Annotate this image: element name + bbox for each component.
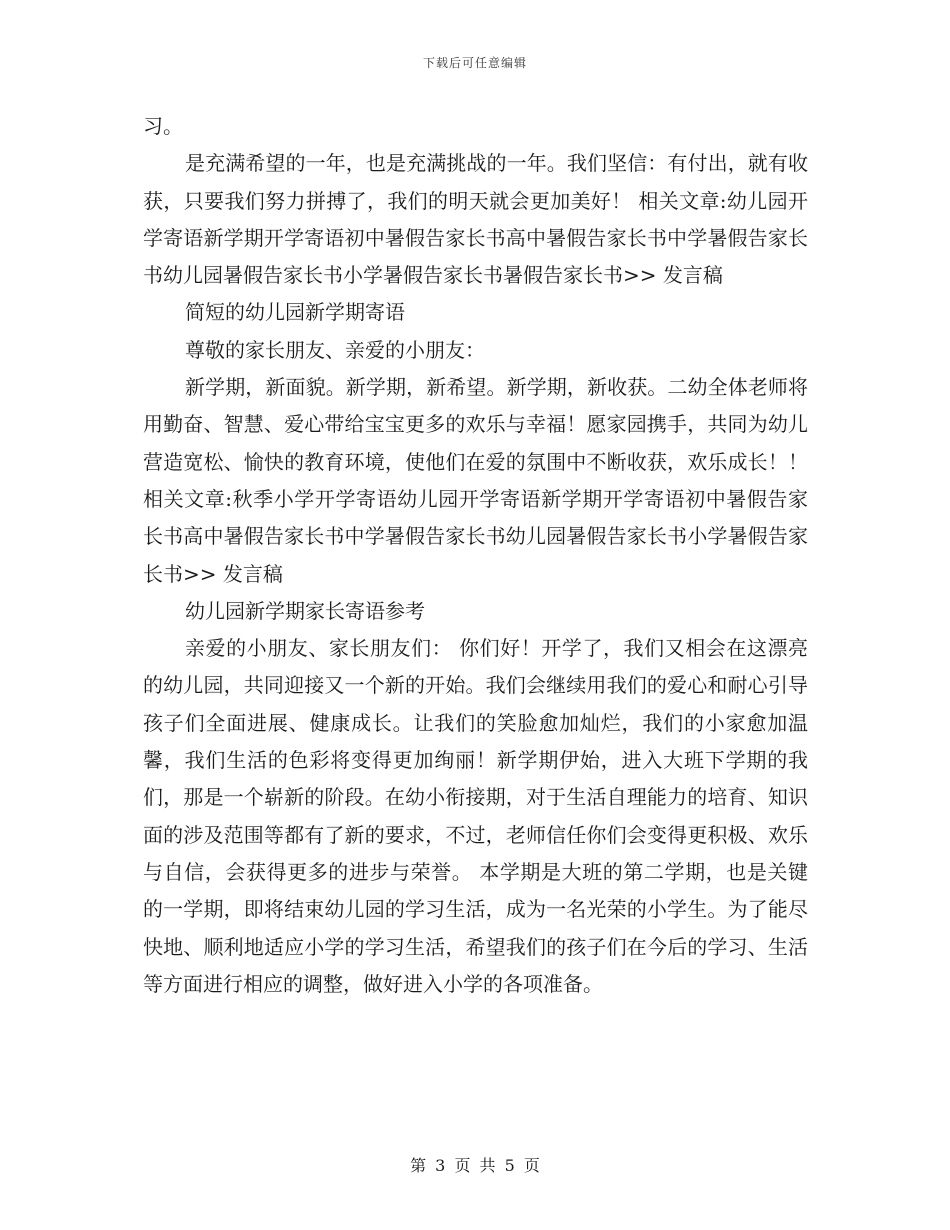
section-heading-brief-greeting: 简短的幼儿园新学期寄语: [185, 300, 405, 325]
paragraph-7: 亲爱的小朋友、家长朋友们： 你们好！开学了，我们又相会在这漂亮的幼儿园，共同迎接又一个新的开始。我们会继续用我们的爱心和耐心引导孩子们全面进展、健康成长。让我们的笑脸愈加灿烂，我们的小家愈加温馨，我们生活的色彩将变得更加绚丽！新学期伊始，进入大班下学期的我们，那是一个崭新的阶段。在幼小衔接期，对于生活自理能力的培育、知识面的涉及范围等都有了新的要求，不过，老师信任你们会变得更积极、欢乐与自信，会获得更多的进步与荣誉。 本学期是大班的第二学期，也是关键的一学期，即将结束幼儿园的学习生活，成为一名光荣的小学生。为了能尽快地、顺利地适应小学的学习生活，希望我们的孩子们在今后的学习、生活等方面进行相应的调整，做好进入小学的各项准备。: [143, 636, 808, 996]
header-note: 下载后可任意编辑: [422, 56, 527, 70]
paragraph-1: 习。: [143, 114, 183, 138]
salutation-1: 尊敬的家长朋友、亲爱的小朋友：: [185, 337, 485, 362]
paragraph-2: 是充满希望的一年，也是充满挑战的一年。我们坚信：有付出，就有收获，只要我们努力拼搏了，我们的明天就会更加美好！ 相关文章:幼儿园开学寄语新学期开学寄语初中暑假告家长书高中暑假告家长书中学暑假告家长书幼儿园暑假告家长书小学暑假告家长书暑假告家长书>> 发言稿: [143, 151, 808, 288]
section-heading-parent-greeting: 幼儿园新学期家长寄语参考: [185, 598, 425, 623]
document-body: [143, 108, 808, 1003]
paragraph-5: 新学期，新面貌。新学期，新希望。新学期，新收获。二幼全体老师将用勤奋、智慧、爱心带给宝宝更多的欢乐与幸福！愿家园携手，共同为幼儿营造宽松、愉快的教育环境，使他们在爱的氛围中不断收获，欢乐成长！！ 相关文章:秋季小学开学寄语幼儿园开学寄语新学期开学寄语初中暑假告家长书高中暑假告家长书中学暑假告家长书幼儿园暑假告家长书小学暑假告家长书>> 发言稿: [143, 375, 808, 586]
page-number-footer: 第 3 页 共 5 页: [410, 1156, 540, 1175]
